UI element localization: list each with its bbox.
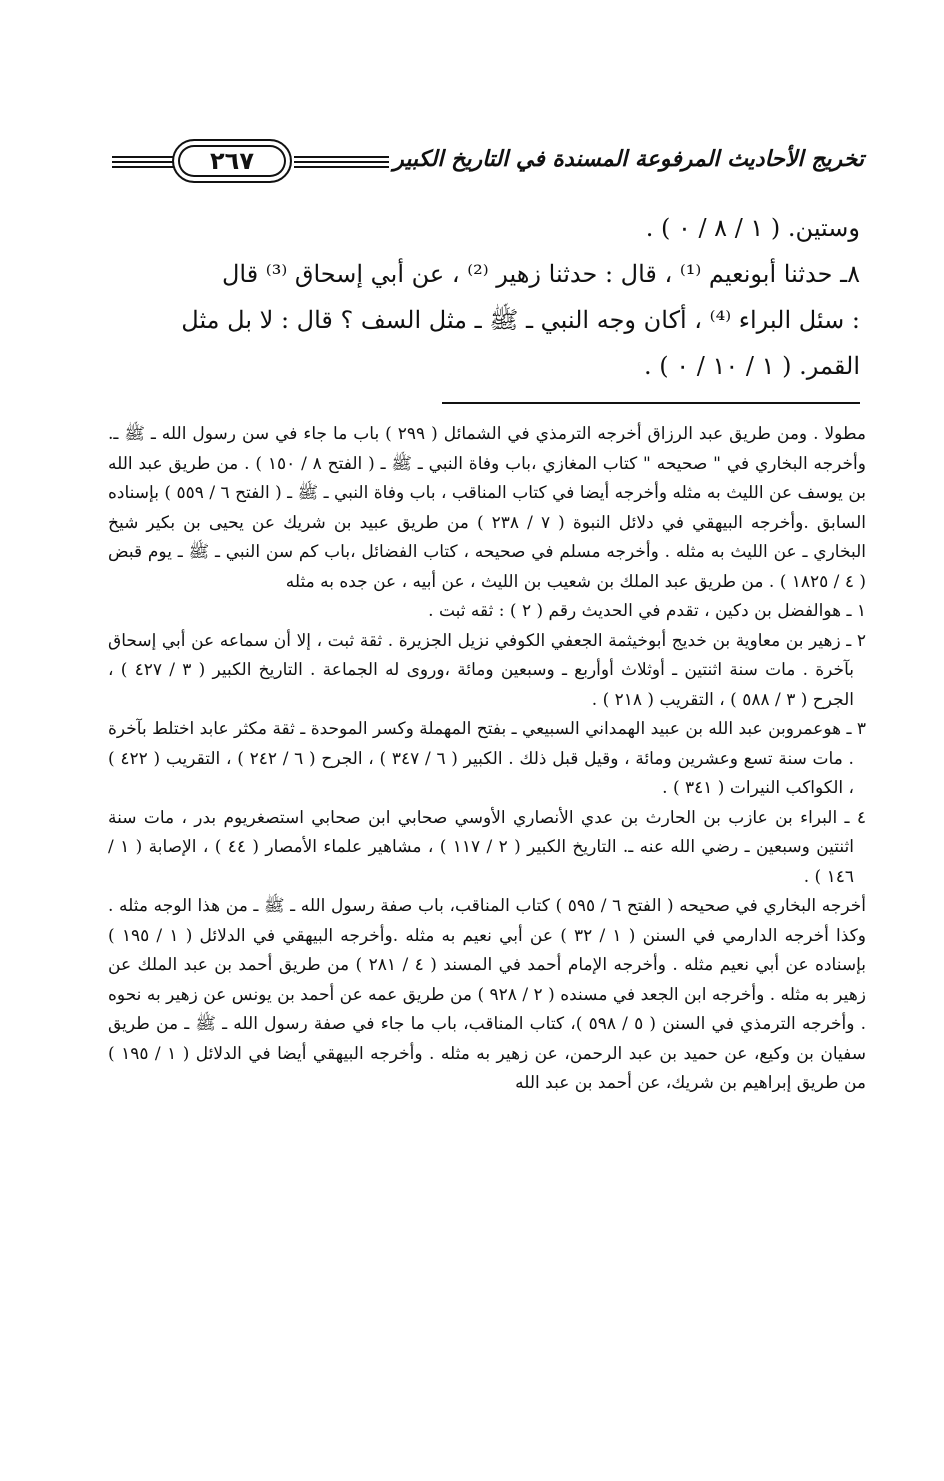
header-rule bbox=[294, 161, 389, 163]
main-line: ٨ـ حدثنا أبونعيم ⁽¹⁾ ، قال : حدثنا زهير ⁽²⁾ ، عن أبي إسحاق ⁽³⁾ قال bbox=[221, 260, 860, 288]
main-line: وستين. ( ١ / ٨ / ٠ ) . bbox=[645, 214, 860, 242]
footnote: ٣ ـ هوعمروبن عبد الله بن عبيد الهمداني السبيعي ـ بفتح المهملة وكسر الموحدة ـ ثقة مكثر عابد اختلط بآخرة . مات سنة تسع وعشرين ومائة ، وقيل قبل ذلك . الكبير ( ٦ / ٣٤٧ ) ، الجرح ( ٦ / ٢٤٢ ) ، التقريب ( ٤٢٢ ) ، الكواكب النيرات ( ٣٤١ ) . bbox=[108, 719, 866, 798]
takhrij-paragraph: أخرجه البخاري في صحيحه ( الفتح ٦ / ٥٩٥ ) كتاب المناقب، باب صفة رسول الله ـ ﷺ ـ من هذا الوجه مثله . وكذا أخرجه الدارمي في السنن ( ١ / ٣٢ ) عن أبي نعيم به مثله .وأخرجه البيهقي في الدلائل ( ١ / ١٩٥ ) بإسناده عن أبي نعيم مثله . وأخرجه الإمام أحمد في المسند ( ٤ / ٢٨١ ) من طريق أحمد بن عبد الملك عن زهير به مثله . وأخرجه ابن الجعد في مسنده ( ٢ / ٩٢٨ ) من طريق عمه عن أحمد بن يونس عن زهير به نحوه . وأخرجه الترمذي في السنن ( ٥ / ٥٩٨ )، كتاب المناقب، باب ما جاء في صفة رسول الله ـ ﷺ ـ من طريق سفيان بن وكيع، عن حميد بن عبد الرحمن، عن زهير به مثله . وأخرجه البيهقي أيضا في الدلائل ( ١ / ١٩٥ ) من طريق إبراهيم بن شريك، عن أحمد بن عبد الله bbox=[108, 896, 866, 1093]
header-rule bbox=[294, 156, 389, 158]
main-line: القمر. ( ١ / ١٠ / ٠ ) . bbox=[644, 352, 860, 380]
page-number: ٢٦٧ bbox=[172, 139, 292, 183]
header-rule bbox=[112, 156, 174, 158]
running-title: تخريج الأحاديث المرفوعة المسندة في التاريخ الكبير bbox=[393, 146, 864, 172]
footnotes bbox=[108, 420, 866, 1099]
footnote: ٤ ـ البراء بن عازب بن الحارث بن عدي الأنصاري الأوسي صحابي ابن صحابي استصغريوم بدر ، مات سنة اثنتين وسبعين ـ رضي الله عنه ـ. التاريخ الكبير ( ٢ / ١١٧ ) ، مشاهير علماء الأمصار ( ٤٤ ) ، الإصابة ( ١ / ١٤٦ ) . bbox=[108, 807, 866, 887]
header-rule bbox=[294, 166, 389, 168]
main-text bbox=[108, 205, 860, 389]
header-rule bbox=[112, 166, 174, 168]
footnote-separator bbox=[442, 402, 860, 404]
main-line: : سئل البراء ⁽⁴⁾ ، أكان وجه النبي ـ ﷺ ـ مثل السف ؟ قال : لا بل مثل bbox=[181, 306, 860, 334]
footnote: ١ ـ هوالفضل بن دكين ، تقدم في الحديث رقم ( ٢ ) : ثقه ثبت . bbox=[428, 601, 866, 621]
footnote: ٢ ـ زهير بن معاوية بن خديج أبوخيثمة الجعفي الكوفي نزيل الجزيرة . ثقة ثبت ، إلا أن سماعه عن أبي إسحاق بآخرة . مات سنة اثنتين ـ أوثلاث أوأربع ـ وسبعين ومائة ،وروى له الجماعة . التاريخ الكبير ( ٣ / ٤٢٧ ) ، الجرح ( ٣ / ٥٨٨ ) ، التقريب ( ٢١٨ ) . bbox=[108, 630, 866, 710]
footnote-continuation: مطولا . ومن طريق عبد الرزاق أخرجه الترمذي في الشمائل ( ٢٩٩ ) باب ما جاء في سن رسول الله ـ ﷺ ـ. وأخرجه البخاري في " صحيحه " كتاب المغازي ،باب وفاة النبي ـ ﷺ ـ ( الفتح ٨ / ١٥٠ ) . من طريق عبد الله بن يوسف عن الليث به مثله وأخرجه أيضا في كتاب المناقب ، باب وفاة النبي ـ ﷺ ـ ( الفتح ٦ / ٥٥٩ ) بإسناده السابق .وأخرجه البيهقي في دلائل النبوة ( ٧ / ٢٣٨ ) من طريق عبيد بن شريك عن يحيى بن بكير شيخ البخاري ـ عن الليث به مثله . وأخرجه مسلم في صحيحه ، كتاب الفضائل ،باب كم سن النبي ـ ﷺ ـ يوم قبض ( ٤ / ١٨٢٥ ) . من طريق عبد الملك بن شعيب بن الليث ، عن أبيه ، عن جده به مثله bbox=[108, 424, 866, 592]
page-header bbox=[112, 128, 864, 192]
header-rule bbox=[112, 161, 174, 163]
